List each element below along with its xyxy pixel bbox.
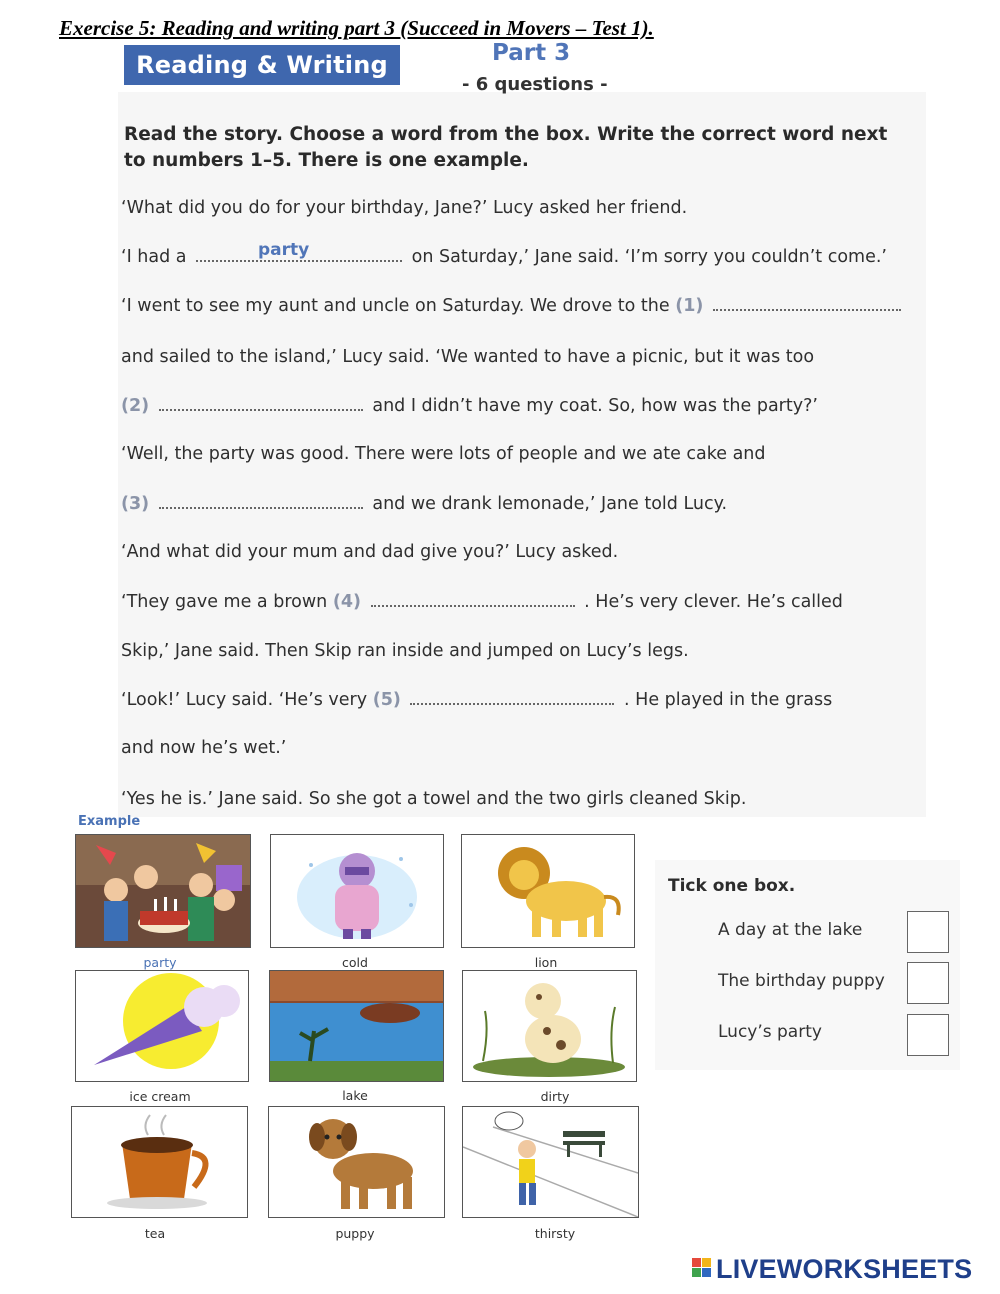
option-day-at-lake: A day at the lake (718, 920, 863, 940)
option-birthday-puppy: The birthday puppy (718, 971, 885, 991)
lion-picture (461, 834, 635, 948)
question-number-1: (1) (675, 296, 704, 316)
caption-party: party (143, 955, 177, 970)
caption-tea: tea (144, 1226, 166, 1241)
ice-cream-picture (75, 970, 249, 1082)
story-line-1: ‘What did you do for your birthday, Jane?’ Lucy asked her friend. (121, 198, 688, 218)
story-text: ‘I went to see my aunt and uncle on Saturday. We drove to the (121, 296, 670, 316)
story-text: on Saturday,’ Jane said. ‘I’m sorry you couldn’t come.’ (411, 247, 887, 267)
tick-box-1[interactable] (907, 911, 949, 953)
answer-field-1[interactable] (713, 308, 901, 311)
story-line-12: and now he’s wet.’ (121, 738, 287, 758)
option-lucys-party: Lucy’s party (718, 1022, 822, 1042)
story-line-13: ‘Yes he is.’ Jane said. So she got a towel and the two girls cleaned Skip. (121, 789, 747, 809)
question-number-2: (2) (121, 396, 150, 416)
tea-picture (71, 1106, 248, 1218)
party-picture (75, 834, 251, 948)
story-text: and I didn’t have my coat. So, how was the party?’ (372, 396, 818, 416)
story-text: ‘Look!’ Lucy said. ‘He’s very (121, 690, 368, 710)
caption-dirty: dirty (540, 1089, 570, 1104)
story-line-11 (121, 690, 832, 710)
logo-square-icon (702, 1258, 711, 1267)
caption-thirsty: thirsty (534, 1226, 576, 1241)
dirty-dog-picture (462, 970, 637, 1082)
question-number-4: (4) (332, 592, 362, 612)
story-line-2 (121, 247, 887, 267)
story-line-10: Skip,’ Jane said. Then Skip ran inside and jumped on Lucy’s legs. (121, 641, 689, 661)
story-line-9 (121, 592, 843, 612)
story-line-3 (121, 296, 905, 316)
caption-cold: cold (342, 955, 368, 970)
caption-lake: lake (342, 1088, 368, 1103)
story-line-6: ‘Well, the party was good. There were lots of people and we ate cake and (121, 444, 766, 464)
instructions: Read the story. Choose a word from the box. Write the correct word next to numbers 1–5. There is one example. (124, 124, 888, 171)
story-line-7 (121, 494, 727, 514)
story-text: . He’s very clever. He’s called (584, 592, 843, 612)
lake-picture (269, 970, 444, 1082)
answer-field-4[interactable] (371, 604, 575, 607)
answer-field-2[interactable] (159, 408, 363, 411)
answer-field-5[interactable] (410, 702, 614, 705)
reading-writing-banner: Reading & Writing (124, 45, 400, 85)
example-answer: party (258, 240, 310, 260)
story-line-4: and sailed to the island,’ Lucy said. ‘We wanted to have a picnic, but it was too (121, 347, 815, 367)
question-count: - 6 questions - (462, 74, 608, 95)
exercise-title: Exercise 5: Reading and writing part 3 (Succeed in Movers – Test 1). (59, 16, 654, 40)
tick-box-2[interactable] (907, 962, 949, 1004)
story-text: . He played in the grass (624, 690, 833, 710)
puppy-picture (268, 1106, 445, 1218)
story-line-5 (121, 396, 818, 416)
part-title: Part 3 (492, 40, 571, 66)
logo-square-icon (702, 1268, 711, 1277)
tick-title: Tick one box. (668, 876, 796, 896)
story-text: ‘I had a (121, 247, 187, 267)
caption-lion: lion (534, 955, 558, 970)
caption-ice-cream: ice cream (129, 1089, 191, 1104)
caption-puppy: puppy (335, 1226, 375, 1241)
logo-square-icon (692, 1268, 701, 1277)
logo-text: LIVEWORKSHEETS (716, 1254, 973, 1284)
story-text: ‘They gave me a brown (121, 592, 328, 612)
question-number-5: (5) (372, 690, 401, 710)
story-text: and we drank lemonade,’ Jane told Lucy. (372, 494, 728, 514)
example-label: Example (78, 814, 141, 829)
tick-box-3[interactable] (907, 1014, 949, 1056)
thirsty-picture (462, 1106, 639, 1218)
story-line-8: ‘And what did your mum and dad give you?’ Lucy asked. (121, 542, 619, 562)
cold-picture (270, 834, 444, 948)
answer-field-3[interactable] (159, 506, 363, 509)
question-number-3: (3) (121, 494, 150, 514)
logo-square-icon (692, 1258, 701, 1267)
